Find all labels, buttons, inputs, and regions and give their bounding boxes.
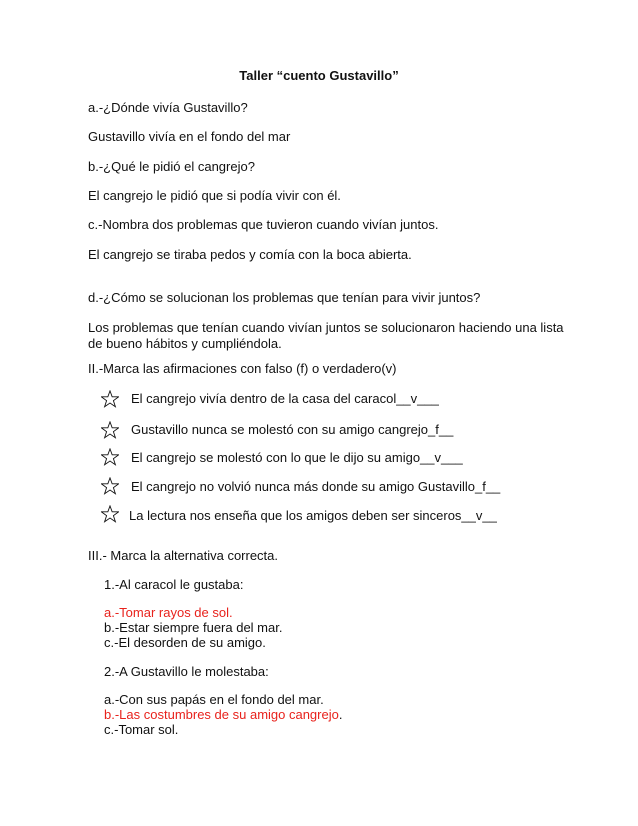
star-icon (101, 421, 119, 439)
mc-q1-option-c: c.-El desorden de su amigo. (104, 635, 266, 650)
section3-heading: III.- Marca la alternativa correcta. (88, 548, 279, 563)
tf-item-4: El cangrejo no volvió nunca más donde su amigo Gustavillo_f__ (131, 479, 501, 494)
mc-q2-option-b: b.-Las costumbres de su amigo cangrejo (104, 707, 339, 722)
mc-q2-option-a: a.-Con sus papás en el fondo del mar. (104, 692, 324, 707)
mc-q1-option-a: a.-Tomar rayos de sol. (104, 605, 233, 620)
answer-d-line1: Los problemas que tenían cuando vivían juntos se solucionaron haciendo una lista (88, 320, 564, 335)
tf-item-3: El cangrejo se molestó con lo que le dijo su amigo__v___ (131, 450, 463, 465)
mc-q2-stem: 2.-A Gustavillo le molestaba: (104, 664, 269, 679)
mc-q1-option-b: b.-Estar siempre fuera del mar. (104, 620, 283, 635)
answer-a: Gustavillo vivía en el fondo del mar (88, 129, 291, 144)
tf-item-1: El cangrejo vivía dentro de la casa del caracol__v___ (131, 391, 439, 406)
tf-item-2: Gustavillo nunca se molestó con su amigo cangrejo_f__ (131, 422, 454, 437)
star-icon (101, 505, 119, 523)
page-title: Taller “cuento Gustavillo” (239, 68, 399, 83)
question-c: c.-Nombra dos problemas que tuvieron cuando vivían juntos. (88, 217, 439, 232)
mc-q2-option-b-row (104, 707, 342, 723)
answer-d-line2: de bueno hábitos y cumpliéndola. (88, 336, 282, 351)
star-icon (101, 448, 119, 466)
question-d: d.-¿Cómo se solucionan los problemas que tenían para vivir juntos? (88, 290, 481, 305)
tf-item-5: La lectura nos enseña que los amigos deben ser sinceros__v__ (129, 508, 497, 523)
mc-q2-option-b-period: . (338, 707, 343, 722)
mc-q1-stem: 1.-Al caracol le gustaba: (104, 577, 244, 592)
section2-heading: II.-Marca las afirmaciones con falso (f) o verdadero(v) (88, 361, 397, 376)
answer-c: El cangrejo se tiraba pedos y comía con la boca abierta. (88, 247, 412, 262)
question-a: a.-¿Dónde vivía Gustavillo? (88, 100, 248, 115)
mc-q2-option-c: c.-Tomar sol. (104, 722, 179, 737)
star-icon (101, 477, 119, 495)
question-b: b.-¿Qué le pidió el cangrejo? (88, 159, 255, 174)
answer-b: El cangrejo le pidió que si podía vivir con él. (88, 188, 341, 203)
star-icon (101, 390, 119, 408)
